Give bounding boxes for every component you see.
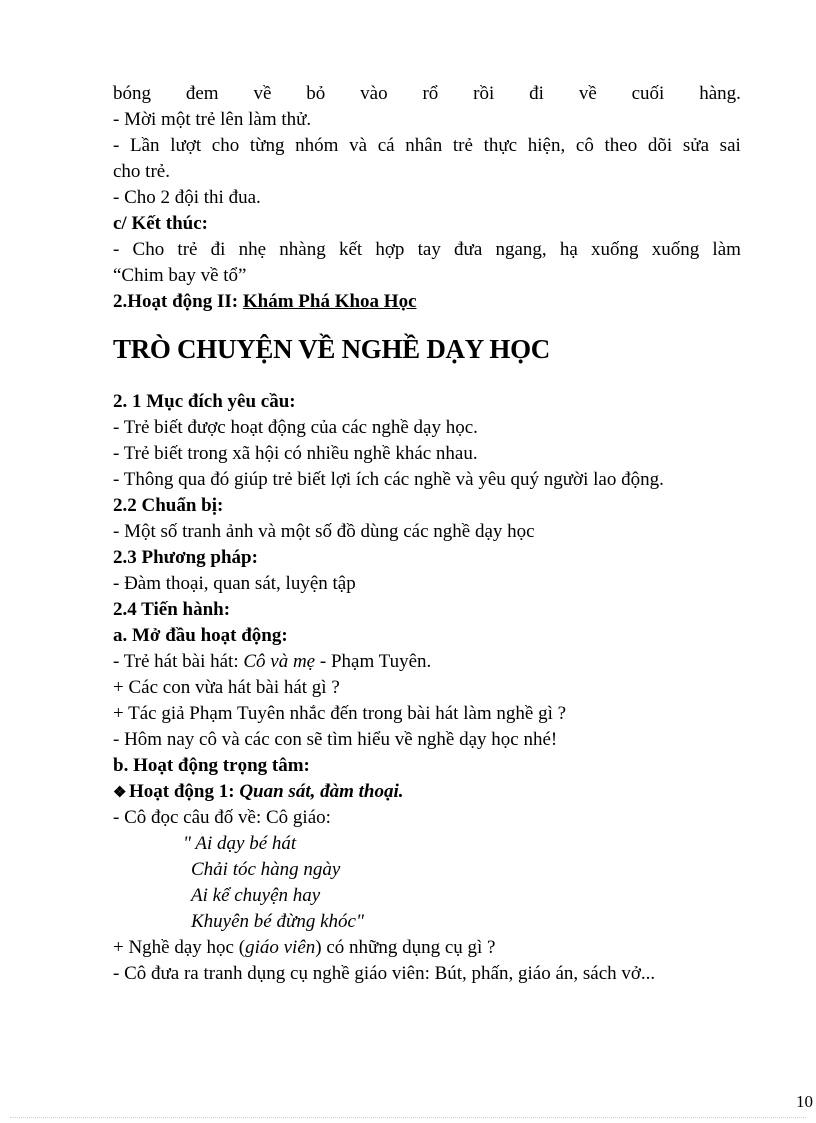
- section-heading-2-1: 2. 1 Mục đích yêu cầu:: [113, 391, 296, 412]
- subsection-heading-a: a. Mở đầu hoạt động:: [113, 625, 288, 646]
- list-item: - Cô đọc câu đố về: Cô giáo:: [113, 807, 331, 828]
- page-number: 10: [796, 1092, 813, 1111]
- word: Lần: [130, 135, 160, 156]
- list-item: + Các con vừa hát bài hát gì ?: [113, 677, 340, 698]
- section-heading-2-4: 2.4 Tiến hành:: [113, 599, 231, 620]
- word: đi: [210, 239, 226, 260]
- list-item: - Thông qua đó giúp trẻ biết lợi ích các nghề và yêu quý người lao động.: [113, 469, 664, 490]
- word: rồi: [473, 83, 495, 104]
- subsection-heading-b: b. Hoạt động trọng tâm:: [113, 755, 310, 776]
- text-line: cho trẻ.: [113, 161, 170, 182]
- text-span: - Phạm Tuyên.: [315, 651, 432, 672]
- poem-line: Ai kể chuyện hay: [191, 885, 321, 906]
- activity-label: 2.Hoạt động II:: [113, 291, 243, 312]
- word: trẻ: [177, 239, 198, 260]
- justified-line-7: [113, 237, 741, 263]
- list-item: + Tác giả Phạm Tuyên nhắc đến trong bài hát làm nghề gì ?: [113, 703, 567, 724]
- word: cho: [211, 135, 240, 156]
- text-line: - Cho 2 đội thi đua.: [113, 187, 261, 208]
- word: từng: [249, 135, 285, 156]
- word: đi: [529, 83, 544, 104]
- word: cuối: [631, 83, 665, 104]
- word: xuống: [591, 239, 639, 260]
- word: rổ: [422, 83, 439, 104]
- word: -: [113, 135, 120, 156]
- word: ngang,: [495, 239, 547, 260]
- text-line: “Chim bay về tổ”: [113, 265, 247, 286]
- word: -: [113, 239, 120, 260]
- document-body: [113, 81, 741, 987]
- word: hợp: [375, 239, 405, 260]
- word: hạ: [559, 239, 578, 260]
- word: theo: [604, 135, 638, 156]
- word: nhàng: [279, 239, 326, 260]
- list-item: - Trẻ biết được hoạt động của các nghề dạy học.: [113, 417, 478, 438]
- activity-1-name: Quan sát, đàm thoại.: [239, 781, 404, 802]
- word: cá: [377, 135, 395, 156]
- word: trẻ: [452, 135, 473, 156]
- list-item: - Trẻ biết trong xã hội có nhiều nghề khác nhau.: [113, 443, 478, 464]
- word: hàng.: [699, 83, 741, 104]
- word: cô: [575, 135, 594, 156]
- activity-1-heading: [113, 779, 741, 805]
- word: nhẹ: [238, 239, 267, 260]
- text-span: ) có những dụng cụ gì ?: [315, 937, 496, 958]
- word: kết: [338, 239, 363, 260]
- word: nhóm: [295, 135, 339, 156]
- word: sửa: [682, 135, 709, 156]
- word: bóng: [113, 83, 151, 104]
- page-title: TRÒ CHUYỆN VỀ NGHỀ DẠY HỌC: [113, 334, 550, 364]
- poem-line: Khuyên bé đừng khóc": [191, 911, 364, 932]
- activity-1-label: Hoạt động 1:: [129, 781, 240, 802]
- word: nhân: [405, 135, 443, 156]
- list-item: [113, 935, 741, 961]
- list-item: - Cô đưa ra tranh dụng cụ nghề giáo viên: Bút, phấn, giáo án, sách vở...: [113, 963, 656, 984]
- list-item: [113, 649, 741, 675]
- section-heading-ket-thuc: c/ Kết thúc:: [113, 213, 208, 234]
- word: đưa: [454, 239, 483, 260]
- poem-line: Chải tóc hàng ngày: [191, 859, 341, 880]
- section-heading-2-2: 2.2 Chuẩn bị:: [113, 495, 224, 516]
- word: sai: [719, 135, 741, 156]
- word: thực: [483, 135, 518, 156]
- word: về: [578, 83, 597, 104]
- word: hiện,: [527, 135, 566, 156]
- footer-divider: [10, 1117, 806, 1118]
- section-heading-2-3: 2.3 Phương pháp:: [113, 547, 258, 568]
- word: về: [253, 83, 272, 104]
- word: tay: [417, 239, 441, 260]
- word: lượt: [170, 135, 202, 156]
- poem-line: " Ai dạy bé hát: [183, 833, 297, 854]
- activity-heading: [113, 289, 741, 315]
- text-span: + Nghề dạy học (: [113, 937, 246, 958]
- word: bỏ: [306, 83, 326, 104]
- list-item: - Một số tranh ảnh và một số đồ dùng các nghề dạy học: [113, 521, 535, 542]
- word: dõi: [647, 135, 673, 156]
- list-item: - Đàm thoại, quan sát, luyện tập: [113, 573, 356, 594]
- justified-line-1: [113, 81, 741, 107]
- diamond-bullet-icon: ❖: [113, 785, 127, 801]
- word: xuống: [651, 239, 700, 260]
- word: và: [349, 135, 368, 156]
- word: vào: [360, 83, 388, 104]
- justified-line-3: [113, 133, 741, 159]
- list-item: - Hôm nay cô và các con sẽ tìm hiểu về nghề dạy học nhé!: [113, 729, 558, 750]
- text-line: - Mời một trẻ lên làm thử.: [113, 109, 312, 130]
- song-title: Cô và mẹ: [243, 651, 316, 672]
- word: đem: [185, 83, 219, 104]
- text-span-italic: giáo viên: [245, 937, 316, 958]
- activity-topic: Khám Phá Khoa Học: [242, 291, 417, 312]
- text-span: - Trẻ hát bài hát:: [113, 651, 244, 672]
- word: làm: [712, 239, 741, 260]
- word: Cho: [132, 239, 165, 260]
